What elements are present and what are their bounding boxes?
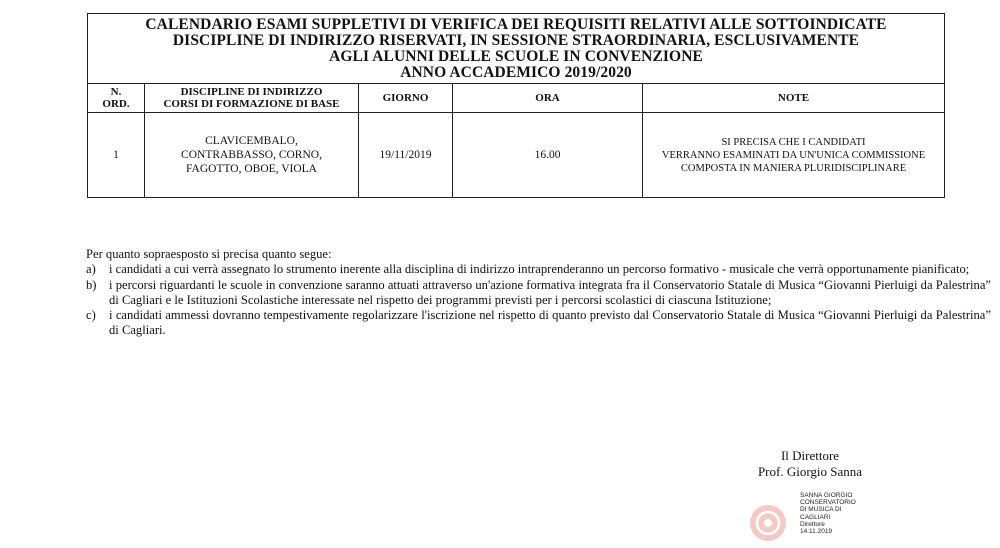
list-item-text: i candidati a cui verrà assegnato lo strumento inerente alla disciplina di indirizzo intraprenderanno un percorso formativo - musicale che verrà opportunamente pianificato;: [109, 262, 970, 277]
cell-note: [643, 113, 945, 198]
list-item: [86, 308, 991, 339]
stamp-line-3: DI MUSICA DI: [800, 506, 842, 514]
exam-calendar-table: [87, 13, 944, 198]
header-disc-line1: DISCIPLINE DI INDIRIZZO: [180, 86, 323, 98]
list-item: [86, 262, 991, 277]
signature-name: Prof. Giorgio Sanna: [757, 464, 863, 479]
header-giorno: GIORNO: [359, 84, 453, 113]
note-line-3: COMPOSTA IN MANIERA PLURIDISCIPLINARE: [680, 162, 907, 174]
signature-role: Il Direttore: [780, 448, 840, 463]
stamp-line-2: CONSERVATORIO: [800, 499, 856, 507]
table-row: [88, 113, 945, 198]
cell-disciplines: [145, 113, 359, 198]
header-num: [88, 84, 145, 113]
header-num-line2: ORD.: [102, 98, 130, 110]
cell-ora: 16.00: [453, 113, 643, 198]
cell-giorno: 19/11/2019: [359, 113, 453, 198]
digital-seal-icon: [748, 503, 788, 543]
title-line-3: AGLI ALUNNI DELLE SCUOLE IN CONVENZIONE: [329, 48, 703, 65]
header-note: NOTE: [643, 84, 945, 113]
intro-text: Per quanto sopraesposto si precisa quanto segue:: [86, 247, 332, 261]
title-line-2: DISCIPLINE DI INDIRIZZO RISERVATI, IN SESSIONE STRAORDINARIA, ESCLUSIVAMENTE: [172, 32, 860, 49]
header-num-line1: N.: [110, 86, 122, 98]
disc-line-1: CLAVICEMBALO,: [205, 135, 298, 147]
disc-line-2: CONTRABBASSO, CORNO,: [181, 149, 322, 161]
list-marker: b): [86, 277, 97, 292]
list-item: [86, 278, 991, 309]
stamp-line-4: CAGLIARI: [800, 513, 831, 521]
signature-block: [740, 448, 880, 480]
title-line-4: ANNO ACCADEMICO 2019/2020: [400, 64, 632, 81]
cell-num: 1: [88, 113, 145, 198]
header-disciplines: [145, 84, 359, 113]
body-text: [86, 247, 991, 339]
table-title: [88, 14, 945, 84]
header-ora: ORA: [453, 84, 643, 113]
title-line-1: CALENDARIO ESAMI SUPPLETIVI DI VERIFICA DEI REQUISITI RELATIVI ALLE SOTTOINDICATE: [145, 16, 887, 33]
header-disc-line2: CORSI DI FORMAZIONE DI BASE: [163, 98, 340, 110]
disc-line-3: FAGOTTO, OBOE, VIOLA: [186, 163, 317, 175]
list-marker: a): [86, 262, 96, 277]
note-line-2: VERRANNO ESAMINATI DA UN'UNICA COMMISSIONE: [661, 149, 926, 161]
stamp-line-1: SANNA GIORGIO: [800, 492, 853, 499]
stamp-line-5: Direttore: [800, 520, 825, 528]
list-marker: c): [86, 308, 96, 323]
list-item-text: i candidati ammessi dovranno tempestivamente regolarizzare l'iscrizione nel rispetto di quanto previsto dal Conservatorio Statale di Musica “Giovanni Pierluigi da Palestrina” di Cagliari.: [109, 308, 991, 338]
stamp-line-6: 14.11.2019: [800, 528, 833, 536]
note-line-1: SI PRECISA CHE I CANDIDATI: [721, 136, 866, 148]
list-item-text: i percorsi riguardanti le scuole in convenzione saranno attuati attraverso un'azione formativa integrata fra il Conservatorio Statale di Musica “Giovanni Pierluigi da Palestrina” di Cagliari e le Istituzioni Scolastiche interessate nel rispetto dei programmi previsti per i percorsi scolastici di ciascuna Istituzione;: [109, 277, 991, 307]
digital-signature-stamp: [800, 492, 856, 535]
